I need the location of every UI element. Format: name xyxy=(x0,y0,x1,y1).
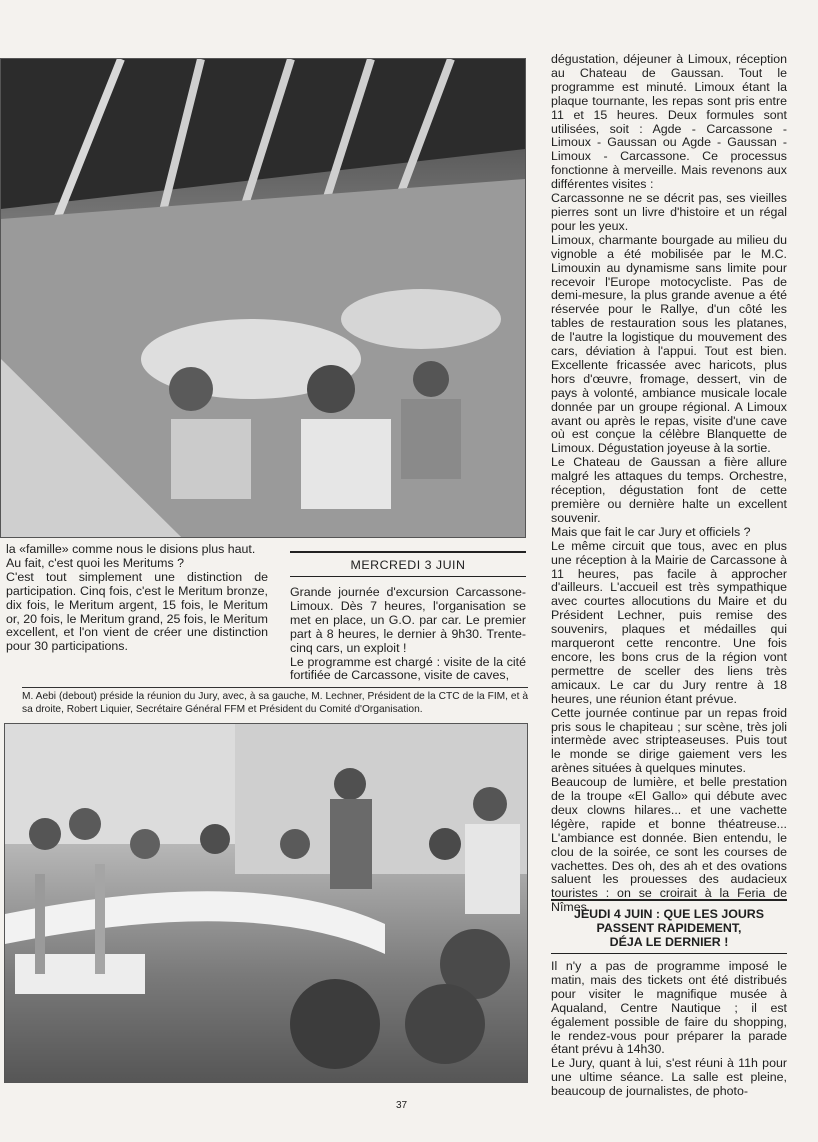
banquet-photo-drawing xyxy=(1,59,525,537)
section-heading-wednesday: MERCREDI 3 JUIN xyxy=(290,551,526,577)
paragraph: Le même circuit que tous, avec en plus une réception à la Mairie de Carcassone à 11 heures, pas facile à approcher d'ailleurs. L'accueil est très sympathique avec courtes allocutions du Maire et du Président Lechner, puis remise des souvenirs, plaques et médailles qui marqueront cette rencontre. Une fois encore, les bons crus de la région vont permettre de sceller des liens très amicaux. Le car du Jury rentre à 18 heures, une réunion étant prévue. xyxy=(551,538,787,706)
paragraph: la «famille» comme nous le disions plus haut. xyxy=(6,542,256,556)
paragraph: Beaucoup de lumière, et belle prestation de la troupe «El Gallo» qui débute avec deux clowns hilares... et une vachette légère, rapide et bonne théatreuse... L'ambiance est donnée. Bien entendu, le clou de la soirée, ce sont les courses de vachettes. Des oh, des ah et des ovations saluent les prouesses des audacieux touristes : on se croirait à la Feria de Nîmes. xyxy=(551,775,787,915)
jury-meeting-photo xyxy=(4,723,528,1083)
paragraph: Au fait, c'est quoi les Meritums ? xyxy=(6,555,184,570)
jury-photo-drawing xyxy=(5,724,527,1082)
paragraph: Grande journée d'excursion Carcassone-Limoux. Dès 7 heures, l'organisation se met en place, un G.O. par car. Le premier part à 8 heures, le dernier à 9h30. Trente-cinq cars, un exploit ! xyxy=(290,585,526,655)
paragraph: Le Jury, quant à lui, s'est réuni à 11h pour une ultime séance. La salle est pleine, beaucoup de journalistes, de photo- xyxy=(551,1056,787,1099)
caption-rule xyxy=(22,687,528,688)
right-column-text xyxy=(551,53,787,915)
paragraph: Le Chateau de Gaussan a fière allure malgré les attaques du temps. Orchestre, réception, dégustation font de cette première ou dernière halte un excellent souvenir. xyxy=(551,455,787,525)
right-lower-column-text xyxy=(551,960,787,1099)
paragraph: dégustation, déjeuner à Limoux, réception au Chateau de Gaussan. Tout le programme est minuté. Limoux étant la plaque tournante, les repas sont pris entre 11 et 15 heures. Deux formules sont utilisées, soit : Agde - Carcassone - Limoux - Gaussan ou Agde - Gaussan - Limoux - Carcassone. Ce processus fonctionne à merveille. Mais revenons aux différentes visites : xyxy=(551,52,787,192)
left-column-text xyxy=(6,543,268,654)
page-number: 37 xyxy=(396,1100,408,1111)
paragraph: Limoux, charmante bourgade au milieu du vignoble a été mobilisée par le M.C. Limouxin au dynamisme sans limite pour recevoir l'Europe motocycliste. Pas de demi-mesure, la plus grande avenue a été réservée pour le Rallye, d'un côté les tables de restauration sous les platanes, de l'autre la logistique du mouvement des cars, déviation à l'appui. Tout est bien. Excellente fricassée avec haricots, plus hors d'œuvre, fromage, dessert, vin de pays à volonté, ambiance musicale locale donnée par un groupe régional. A Limoux avant ou après le repas, visite d'une cave où est conçue la célèbre Blanquette de Limoux. Dégustation joyeuse à la sortie. xyxy=(551,232,787,456)
paragraph: Le programme est chargé : visite de la cité fortifiée de Carcassone, visite de caves, xyxy=(290,654,526,683)
paragraph: C'est tout simplement une distinction de participation. Cinq fois, c'est le Meritum bronze, dix fois, le Meritum argent, 15 fois, le Meritum or, 20 fois, le Meritum grand, 25 fois, le Meritum excellent, et l'on vient de créer une distinction pour 30 participations. xyxy=(6,569,268,654)
photo-caption: M. Aebi (debout) préside la réunion du Jury, avec, à sa gauche, M. Lechner, Président de la CTC de la FIM, et à sa droite, Robert Liquier, Secrétaire Général FFM et Président du Comité d'Organisation. xyxy=(22,691,528,715)
paragraph: Mais que fait le car Jury et officiels ? xyxy=(551,524,751,539)
heading-line: JEUDI 4 JUIN : QUE LES JOURS xyxy=(573,907,765,921)
paragraph: Il n'y a pas de programme imposé le matin, mais des tickets ont été distribués pour visiter le magnifique musée à Aqualand, Centre Nautique ; il est également possible de faire du shopping, le rendez-vous pour préparer la parade étant prévu à 14h30. xyxy=(551,959,787,1057)
section-heading-thursday xyxy=(551,899,787,954)
paragraph: Carcassonne ne se décrit pas, ses vieilles pierres sont un livre d'histoire et un régal pour les yeux. xyxy=(551,191,787,233)
paragraph: Cette journée continue par un repas froid pris sous le chapiteau ; sur scène, très joli intermède avec stripteaseuses. Puis tout le monde se dirige gaiement vers les arènes situées à quelques minutes. xyxy=(551,705,787,776)
middle-column-text xyxy=(290,586,526,683)
heading-line: PASSENT RAPIDEMENT, xyxy=(596,921,742,935)
banquet-tent-photo xyxy=(0,58,526,538)
heading-line: DÉJA LE DERNIER ! xyxy=(609,935,729,949)
